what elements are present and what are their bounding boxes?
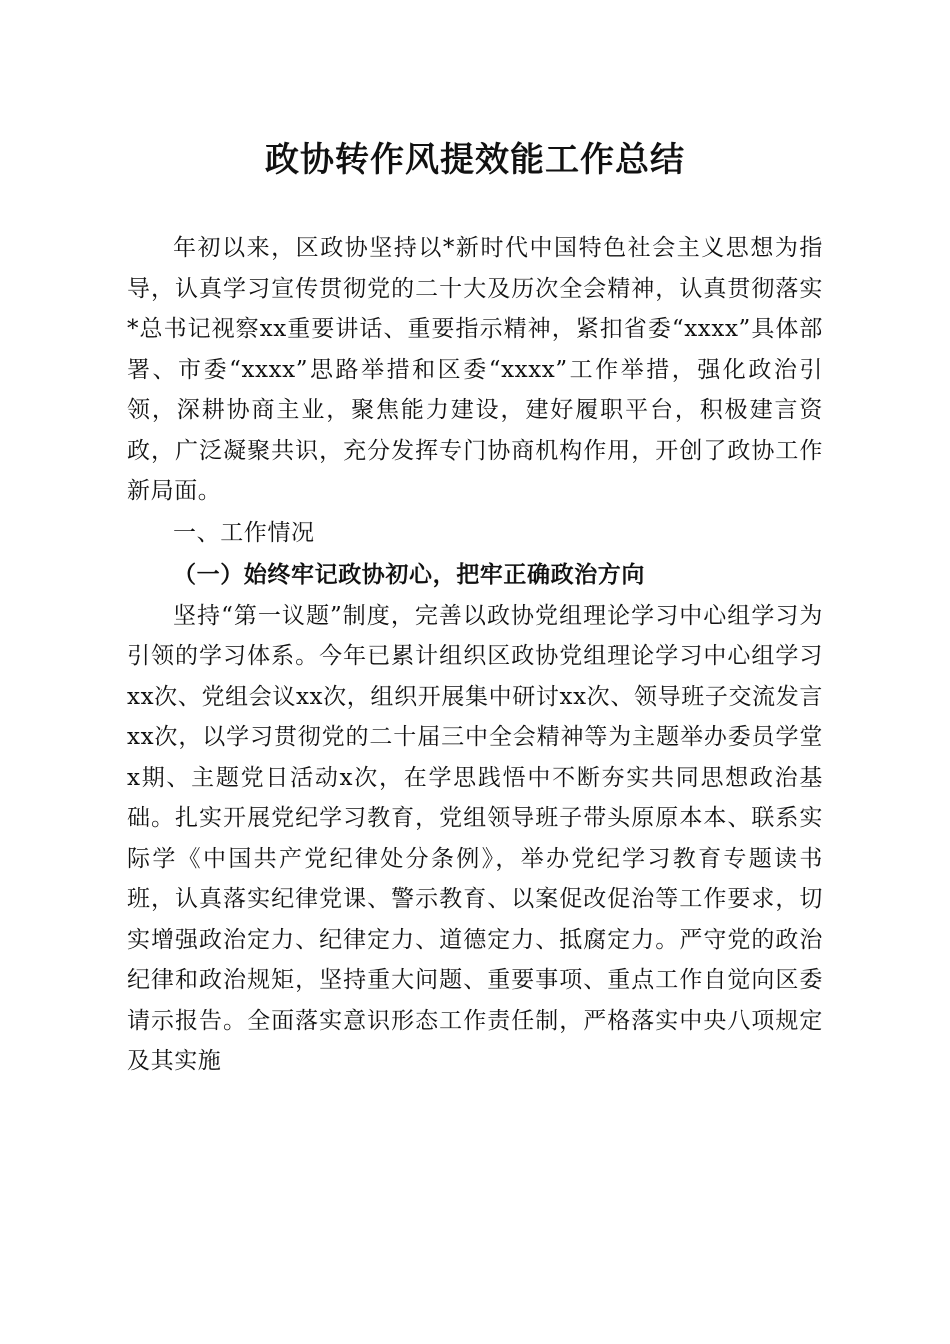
section-paragraph: 坚持“第一议题”制度，完善以政协党组理论学习中心组学习为引领的学习体系。今年已累计组织区政协党组理论学习中心组学习xx次、党组会议xx次，组织开展集中研讨xx次、领导班子交流发言xx次，以学习贯彻党的二十届三中全会精神等为主题举办委员学堂x期、主题党日活动x次，在学思践悟中不断夯实共同思想政治基础。扎实开展党纪学习教育，党组领导班子带头原原本本、联系实际学《中国共产党纪律处分条例》，举办党纪学习教育专题读书班，认真落实纪律党课、警示教育、以案促改促治等工作要求，切实增强政治定力、纪律定力、道德定力、抵腐定力。严守党的政治纪律和政治规矩，坚持重大问题、重要事项、重点工作自觉向区委请示报告。全面落实意识形态工作责任制，严格落实中央八项规定及其实施	[127, 602, 823, 1074]
document-title: 政协转作风提效能工作总结	[265, 140, 685, 180]
section-heading: 一、工作情况	[173, 519, 315, 546]
intro-paragraph: 年初以来，区政协坚持以*新时代中国特色社会主义思想为指导，认真学习宣传贯彻党的二十大及历次全会精神，认真贯彻落实*总书记视察xx重要讲话、重要指示精神，紧扣省委“xxxx”具体部署、市委“xxxx”思路举措和区委“xxxx”工作举措，强化政治引领，深耕协商主业，聚焦能力建设，建好履职平台，积极建言资政，广泛凝聚共识，充分发挥专门协商机构作用，开创了政协工作新局面。	[127, 235, 823, 504]
document-body	[127, 228, 823, 1082]
subsection-heading: （一）始终牢记政协初心，把牢正确政治方向	[173, 560, 645, 588]
